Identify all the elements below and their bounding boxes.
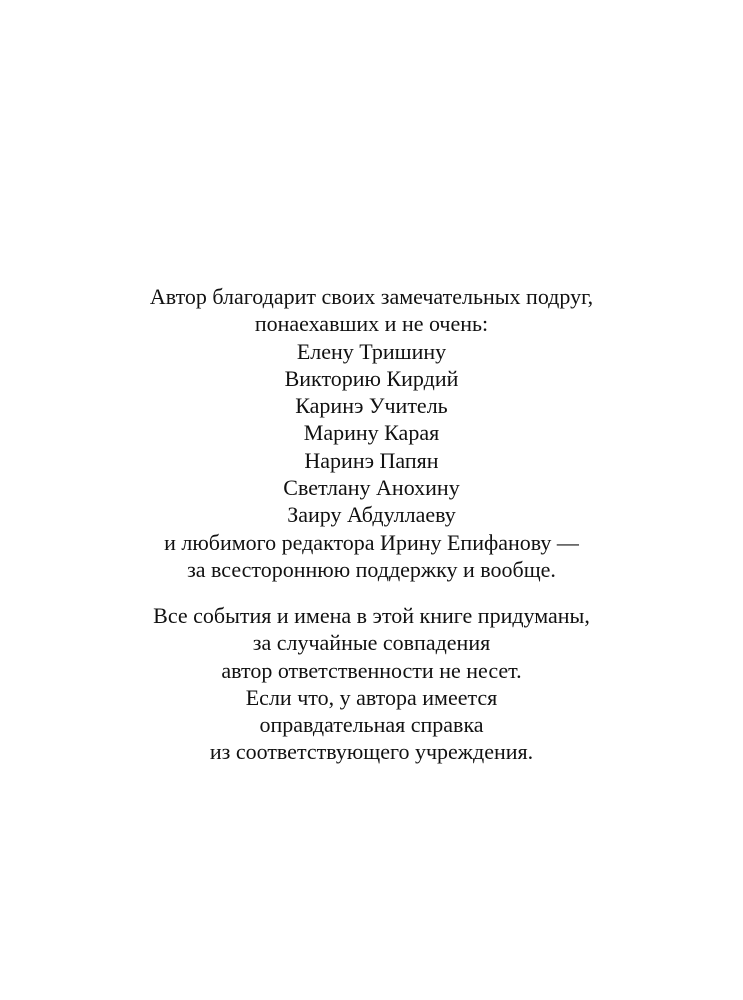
acknowledged-name: Марину Карая [303,420,440,446]
acknowledgment-intro-line: понаехавших и не очень: [254,311,489,337]
disclaimer-line: Если что, у автора имеется [245,684,498,710]
acknowledgment-closing-line: за всестороннюю поддержку и вообще. [187,556,556,582]
acknowledgment-intro-line: Автор благодарит своих замечательных подруг, [149,284,594,309]
disclaimer-line: за случайные совпадения [252,630,491,656]
acknowledged-name: Светлану Анохину [283,475,460,501]
acknowledged-name: Каринэ Учитель [295,393,448,419]
acknowledged-name: Елену Тришину [296,338,447,364]
disclaimer-line: из соответствующего учреждения. [209,739,534,765]
acknowledged-name: Наринэ Папян [304,447,439,473]
acknowledgments-block [0,283,743,583]
acknowledgment-editor-line: и любимого редактора Ирину Епифанову — [164,529,579,555]
acknowledged-name: Викторию Кирдий [284,365,459,391]
disclaimer-block [0,602,743,766]
acknowledged-name: Заиру Абдуллаеву [287,502,456,528]
disclaimer-line: автор ответственности не несет. [221,657,522,683]
disclaimer-line: оправдательная справка [259,712,484,738]
disclaimer-line: Все события и имена в этой книге придуманы, [153,603,590,628]
